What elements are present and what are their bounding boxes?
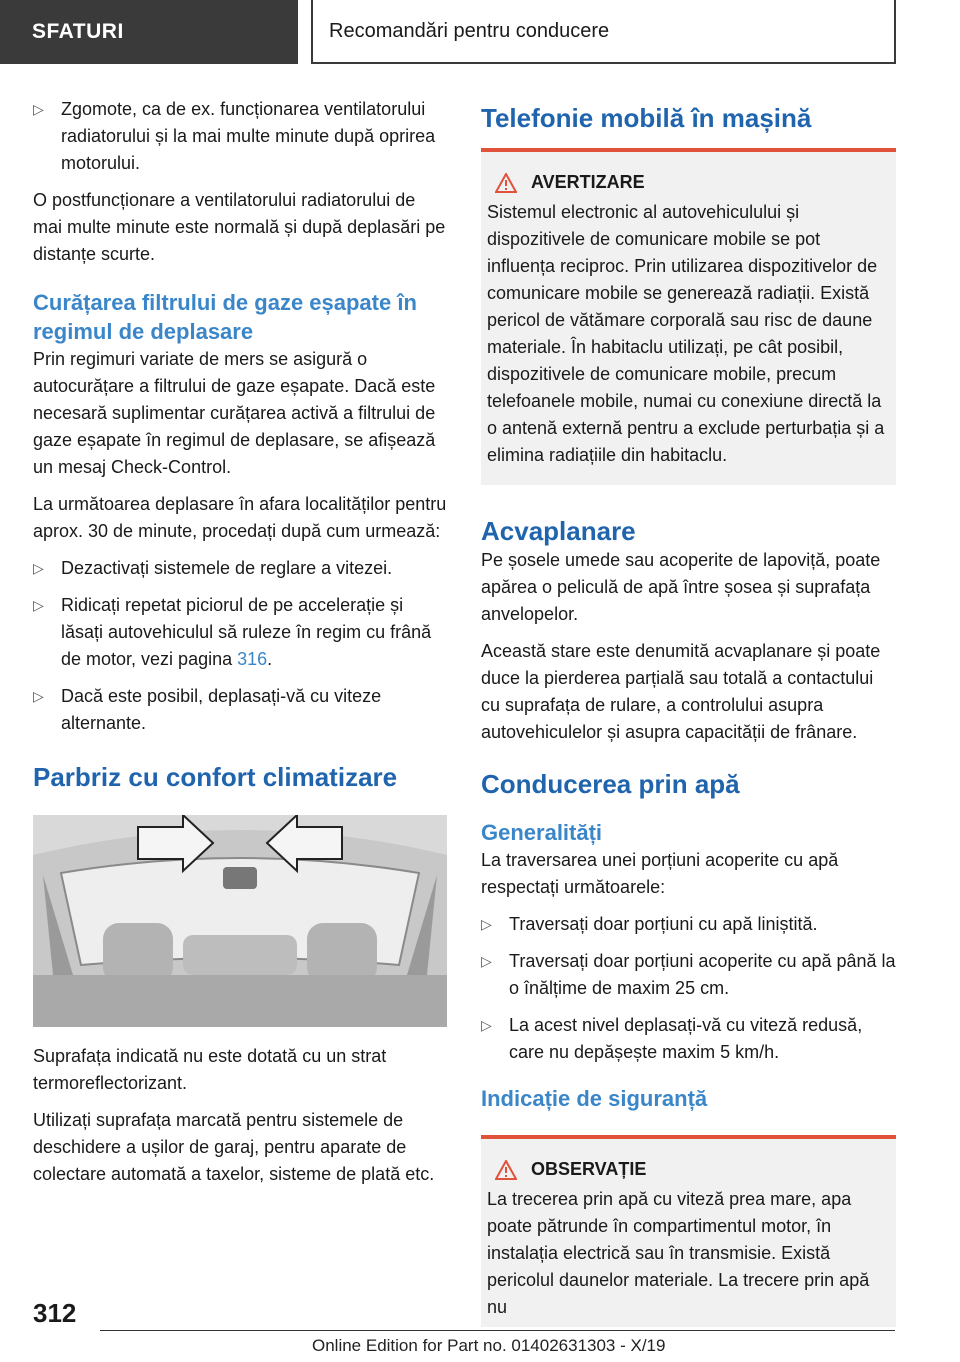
paragraph: Pe șosele umede sau acoperite de lapoviță, poate apărea o peliculă de apă între șosea și suprafața anvelopelor. xyxy=(481,550,881,624)
page-link[interactable]: 316 xyxy=(237,649,268,669)
triangle-bullet-icon: ▷ xyxy=(33,597,44,613)
footer-edition: Online Edition for Part no. 01402631303 - X/19 xyxy=(312,1336,666,1355)
paragraph: La traversarea unei porțiuni acoperite cu apă respectați următoarele: xyxy=(481,850,839,897)
list-item xyxy=(33,683,447,737)
paragraph: Prin regimuri variate de mers se asigură o autocurățare a filtrului de gaze eșapate. Dacă este necesară suplimentar curățarea activă a filtrului de gaze eșapate în regimul de deplasare, se afișează un mesaj Check-Control. xyxy=(33,349,436,477)
list-item-text: Zgomote, ca de ex. funcționarea ventilatorului radiatorului și la mai multe minute după oprirea motorului. xyxy=(61,99,436,173)
warning-triangle-icon xyxy=(495,1160,517,1180)
triangle-bullet-icon: ▷ xyxy=(481,953,492,969)
triangle-bullet-icon: ▷ xyxy=(33,560,44,576)
list-item-text: Traversați doar porțiuni acoperite cu apă până la o înălțime de maxim 25 cm. xyxy=(509,951,896,998)
warning-label: AVERTIZARE xyxy=(531,172,645,192)
paragraph: La următoarea deplasare în afara localităților pentru aprox. 30 de minute, procedați după cum urmează: xyxy=(33,494,447,541)
notice-label: OBSERVAȚIE xyxy=(531,1159,647,1179)
list-item xyxy=(33,96,447,177)
list-item-text: Dezactivați sistemele de reglare a vitezei. xyxy=(61,558,393,578)
list-item-text: Ridicați repetat piciorul de pe accelerație și lăsați autovehiculul să ruleze în regim cu frână de motor, vezi pagina 316. xyxy=(61,595,432,669)
warning-text: Sistemul electronic al autovehiculului și dispozitivele de comunicare mobile se pot influența reciproc. Prin utilizarea dispozitivelor de comunicare mobile se generează radiații. Există pericol de vătămare corporală sau risc de daune materiale. În habitaclu utilizați, pe cât posibil, dispozitivele de comunicare mobile, precum telefoanele mobile, numai cu conexiune directă la o antenă externă pentru a exclude perturbația și a elimina radiațiile din habitaclu. xyxy=(487,202,885,465)
section-heading-filter: Curățarea filtrului de gaze eșapate în regimul de deplasare xyxy=(33,290,417,344)
paragraph: Această stare este denumită acvaplanare și poate duce la pierderea parțială sau totală a contactului cu suprafața de rulare, a controlului asupra autovehiculelor și asupra capacității de frânare. xyxy=(481,641,881,742)
subheading-general: Generalități xyxy=(481,820,603,845)
right-column xyxy=(481,96,896,1327)
list-item xyxy=(481,948,896,1002)
triangle-bullet-icon: ▷ xyxy=(33,688,44,704)
paragraph: Suprafața indicată nu este dotată cu un strat termoreflectorizant. xyxy=(33,1046,387,1093)
triangle-bullet-icon: ▷ xyxy=(33,101,44,117)
list-item-text: Dacă este posibil, deplasați-vă cu viteze alternante. xyxy=(61,686,382,733)
section-heading-windshield: Parbriz cu confort climatizare xyxy=(33,762,398,792)
windshield-illustration xyxy=(33,815,447,1027)
list-item-text: Traversați doar porțiuni cu apă liniștită. xyxy=(509,914,818,934)
list-item xyxy=(481,1012,896,1066)
chapter-title: Recomandări pentru conducere xyxy=(311,0,896,64)
list-item xyxy=(481,911,896,938)
notice-header xyxy=(495,1159,890,1180)
car-interior-image xyxy=(33,815,447,1027)
list-item xyxy=(33,592,447,673)
list-item xyxy=(33,555,447,582)
section-heading-aquaplaning: Acvaplanare xyxy=(481,516,636,546)
notice-text: La trecerea prin apă cu viteză prea mare, apa poate pătrunde în compartimentul motor, în instalația electrică sau în transmisie. Există pericolul daunelor materiale. La trecere prin apă nu xyxy=(487,1189,870,1317)
triangle-bullet-icon: ▷ xyxy=(481,916,492,932)
paragraph: Utilizați suprafața marcată pentru sistemele de deschidere a ușilor de garaj, pentru aparate de colectare automată a taxelor, sisteme de plată etc. xyxy=(33,1110,435,1184)
notice-box xyxy=(481,1135,896,1327)
footer-divider xyxy=(100,1330,895,1331)
section-tab: SFATURI xyxy=(0,0,298,64)
list-item-text: La acest nivel deplasați-vă cu viteză redusă, care nu depășește maxim 5 km/h. xyxy=(509,1015,863,1062)
warning-header xyxy=(495,172,890,193)
section-heading-water: Conducerea prin apă xyxy=(481,769,740,799)
page-number: 312 xyxy=(33,1298,77,1328)
triangle-bullet-icon: ▷ xyxy=(481,1017,492,1033)
subheading-safety: Indicație de siguranță xyxy=(481,1086,708,1111)
warning-box xyxy=(481,148,896,485)
section-heading-phone: Telefonie mobilă în mașină xyxy=(481,103,812,133)
left-column xyxy=(33,96,447,1198)
paragraph: O postfuncționare a ventilatorului radiatorului de mai multe minute este normală și după deplasări pe distanțe scurte. xyxy=(33,190,446,264)
warning-triangle-icon xyxy=(495,173,517,193)
